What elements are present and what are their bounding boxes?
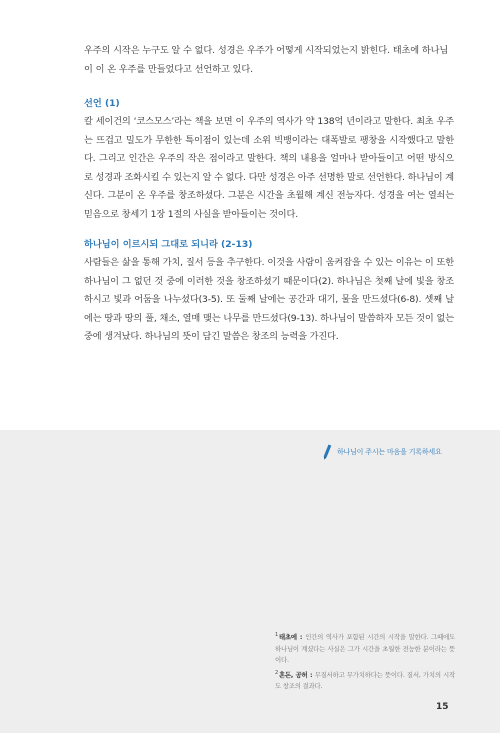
footnote-separator: : [296, 633, 306, 642]
footnote-text: 무질서하고 무가치하다는 뜻이다. 질서, 가치의 시작도 창조의 결과다. [275, 670, 455, 691]
footnote-item [275, 668, 455, 693]
section-heading-declaration: 선언 (1) [84, 98, 120, 109]
section-body-creation: 사람들은 삶을 통해 가치, 질서 등을 추구한다. 이것을 사람이 움켜잡을 수 있는 이유는 이 또한 하나님이 그 없던 것 중에 이러한 것을 창조하셨기 때문이다(2). 하나님은 첫째 날에 빛을 창조하시고 빛과 어둠을 나누셨다(3-5). 또 둘째 날에는 공간과 대기, 물을 만드셨다(6-8). 셋째 날에는 땅과 땅의 풀, 채소, 열매 맺는 나무를 만드셨다(9-13). 하나님이 말씀하자 모든 것이 없는 중에 생겨났다. 하나님의 뜻이 담긴 말씀은 창조의 능력을 가진다. [84, 257, 454, 343]
footnote-text: 인간의 역사가 포함된 시간의 시작을 말한다. 그때에도 하나님이 계셨다는 사실은 그가 시간을 초월한 전능한 분이라는 뜻이다. [275, 633, 456, 665]
footnote-term: 혼돈, 공허 [278, 670, 308, 679]
section-heading-creation: 하나님이 이르시되 그대로 되니라 (2-13) [84, 239, 253, 250]
footnote-separator: : [307, 670, 315, 679]
page-number: 15 [436, 702, 449, 712]
footnotes [275, 630, 455, 694]
section-body-declaration: 칼 세이건의 ‘코스모스’라는 책을 보면 이 우주의 역사가 약 138억 년이라고 말한다. 최초 우주는 뜨겁고 밀도가 무한한 특이점이 있는데 소위 빅뱅이라는 대폭발로 팽창을 시작했다고 말한다. 그리고 인간은 우주의 작은 점이라고 말한다. 책의 내용을 얼마나 받아들이고 어떤 방식으로 성경과 조화시킬 수 있는지 알 수 없다. 다만 성경은 아주 선명한 말로 선언한다. 하나님이 계신다. 그분이 온 우주를 창조하셨다. 그분은 시간을 초월해 계신 전능자다. 성경을 여는 열쇠는 믿음으로 창세기 1장 1절의 사실을 받아들이는 것이다. [84, 116, 454, 220]
pen-icon [322, 444, 332, 460]
memo-prompt [322, 444, 482, 460]
footnote-item [275, 630, 455, 667]
footnote-number: 1 [275, 632, 278, 638]
intro-paragraph: 우주의 시작은 누구도 알 수 없다. 성경은 우주가 어떻게 시작되었는지 밝힌다. 태초에 하나님이 이 온 우주를 만들었다고 선언하고 있다. [84, 45, 449, 75]
footnote-term: 태초에 [278, 633, 297, 642]
footnote-number: 2 [275, 669, 278, 676]
memo-prompt-text: 하나님이 주시는 마음을 기록하세요 [337, 448, 442, 456]
